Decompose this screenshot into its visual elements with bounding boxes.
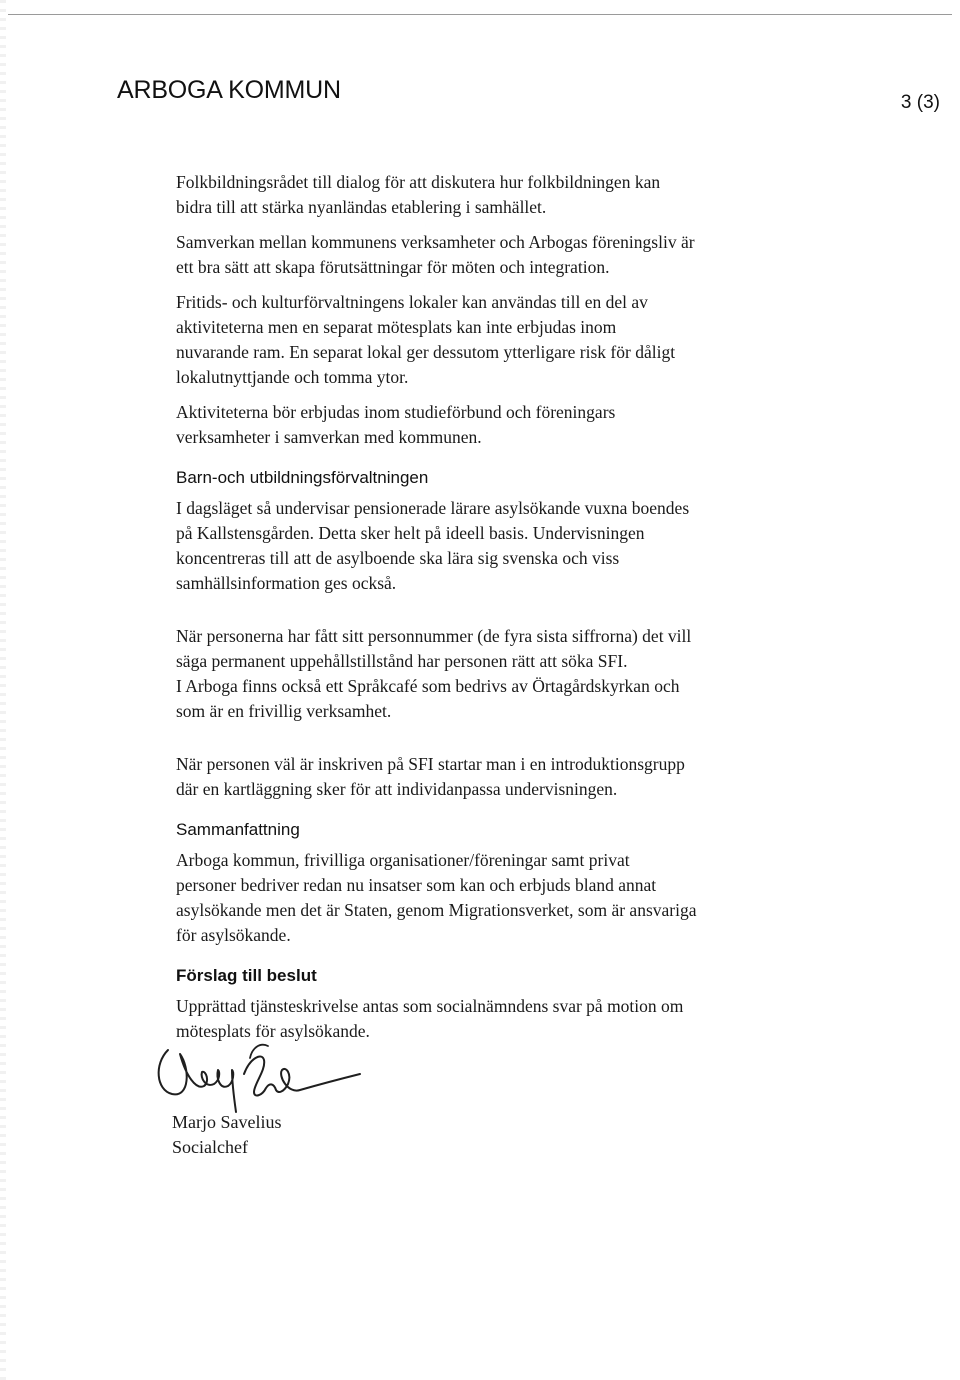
paragraph-intro-3: Fritids- och kulturförvaltningens lokaler kan användas till en del av aktiviteterna men en separat mötesplats kan inte erbjudas inom nuvarande ram. En separat lokal ger dessutom ytterligare risk för dåligt lokalutnyttjande och tomma ytor. bbox=[176, 292, 676, 387]
paragraph-intro-2: Samverkan mellan kommunens verksamheter och Arbogas föreningsliv är ett bra sätt att skapa förutsättningar för möten och integration. bbox=[176, 232, 695, 277]
section-heading-education: Barn-och utbildningsförvaltningen bbox=[176, 468, 429, 487]
section-heading-proposal: Förslag till beslut bbox=[176, 966, 317, 985]
organization-name: ARBOGA KOMMUN bbox=[117, 76, 341, 104]
paragraph-intro-1: Folkbildningsrådet till dialog för att diskutera hur folkbildningen kan bidra till att stärka nyanländas etablering i samhället. bbox=[176, 172, 661, 217]
paragraph-education-3: När personen väl är inskriven på SFI startar man i en introduktionsgrupp där en kartläggning sker för att individanpassa undervisningen. bbox=[176, 754, 685, 799]
signer-name: Marjo Savelius bbox=[172, 1112, 282, 1132]
handwritten-signature bbox=[150, 1028, 380, 1118]
scan-edge bbox=[0, 0, 6, 1380]
paragraph-proposal: Upprättad tjänsteskrivelse antas som socialnämndens svar på motion om mötesplats för asylsökande. bbox=[176, 996, 684, 1041]
document-body bbox=[176, 170, 836, 1054]
signer-block bbox=[172, 1110, 282, 1160]
paragraph-summary: Arboga kommun, frivilliga organisationer/föreningar samt privat personer bedriver redan nu insatser som kan och erbjuds bland annat asylsökande men det är Staten, genom Migrationsverket, som är ansvariga för asylsökande. bbox=[176, 850, 697, 945]
paragraph-education-2: När personerna har fått sitt personnummer (de fyra sista siffrorna) det vill säga permanent uppehållstillstånd har personen rätt att söka SFI. I Arboga finns också ett Språkcafé som bedrivs av Örtagårdskyrkan och som är en frivillig verksamhet. bbox=[176, 626, 692, 721]
paragraph-education-1: I dagsläget så undervisar pensionerade lärare asylsökande vuxna boendes på Kallstensgården. Detta sker helt på ideell basis. Undervisningen koncentreras till att de asylboende ska lära sig svenska och viss samhällsinformation ges också. bbox=[176, 498, 690, 593]
header-rule bbox=[8, 14, 952, 15]
paragraph-intro-4: Aktiviteterna bör erbjudas inom studieförbund och föreningars verksamheter i samverkan med kommunen. bbox=[176, 402, 616, 447]
page-number: 3 (3) bbox=[900, 92, 940, 113]
signer-title: Socialchef bbox=[172, 1137, 248, 1157]
section-heading-summary: Sammanfattning bbox=[176, 820, 300, 839]
